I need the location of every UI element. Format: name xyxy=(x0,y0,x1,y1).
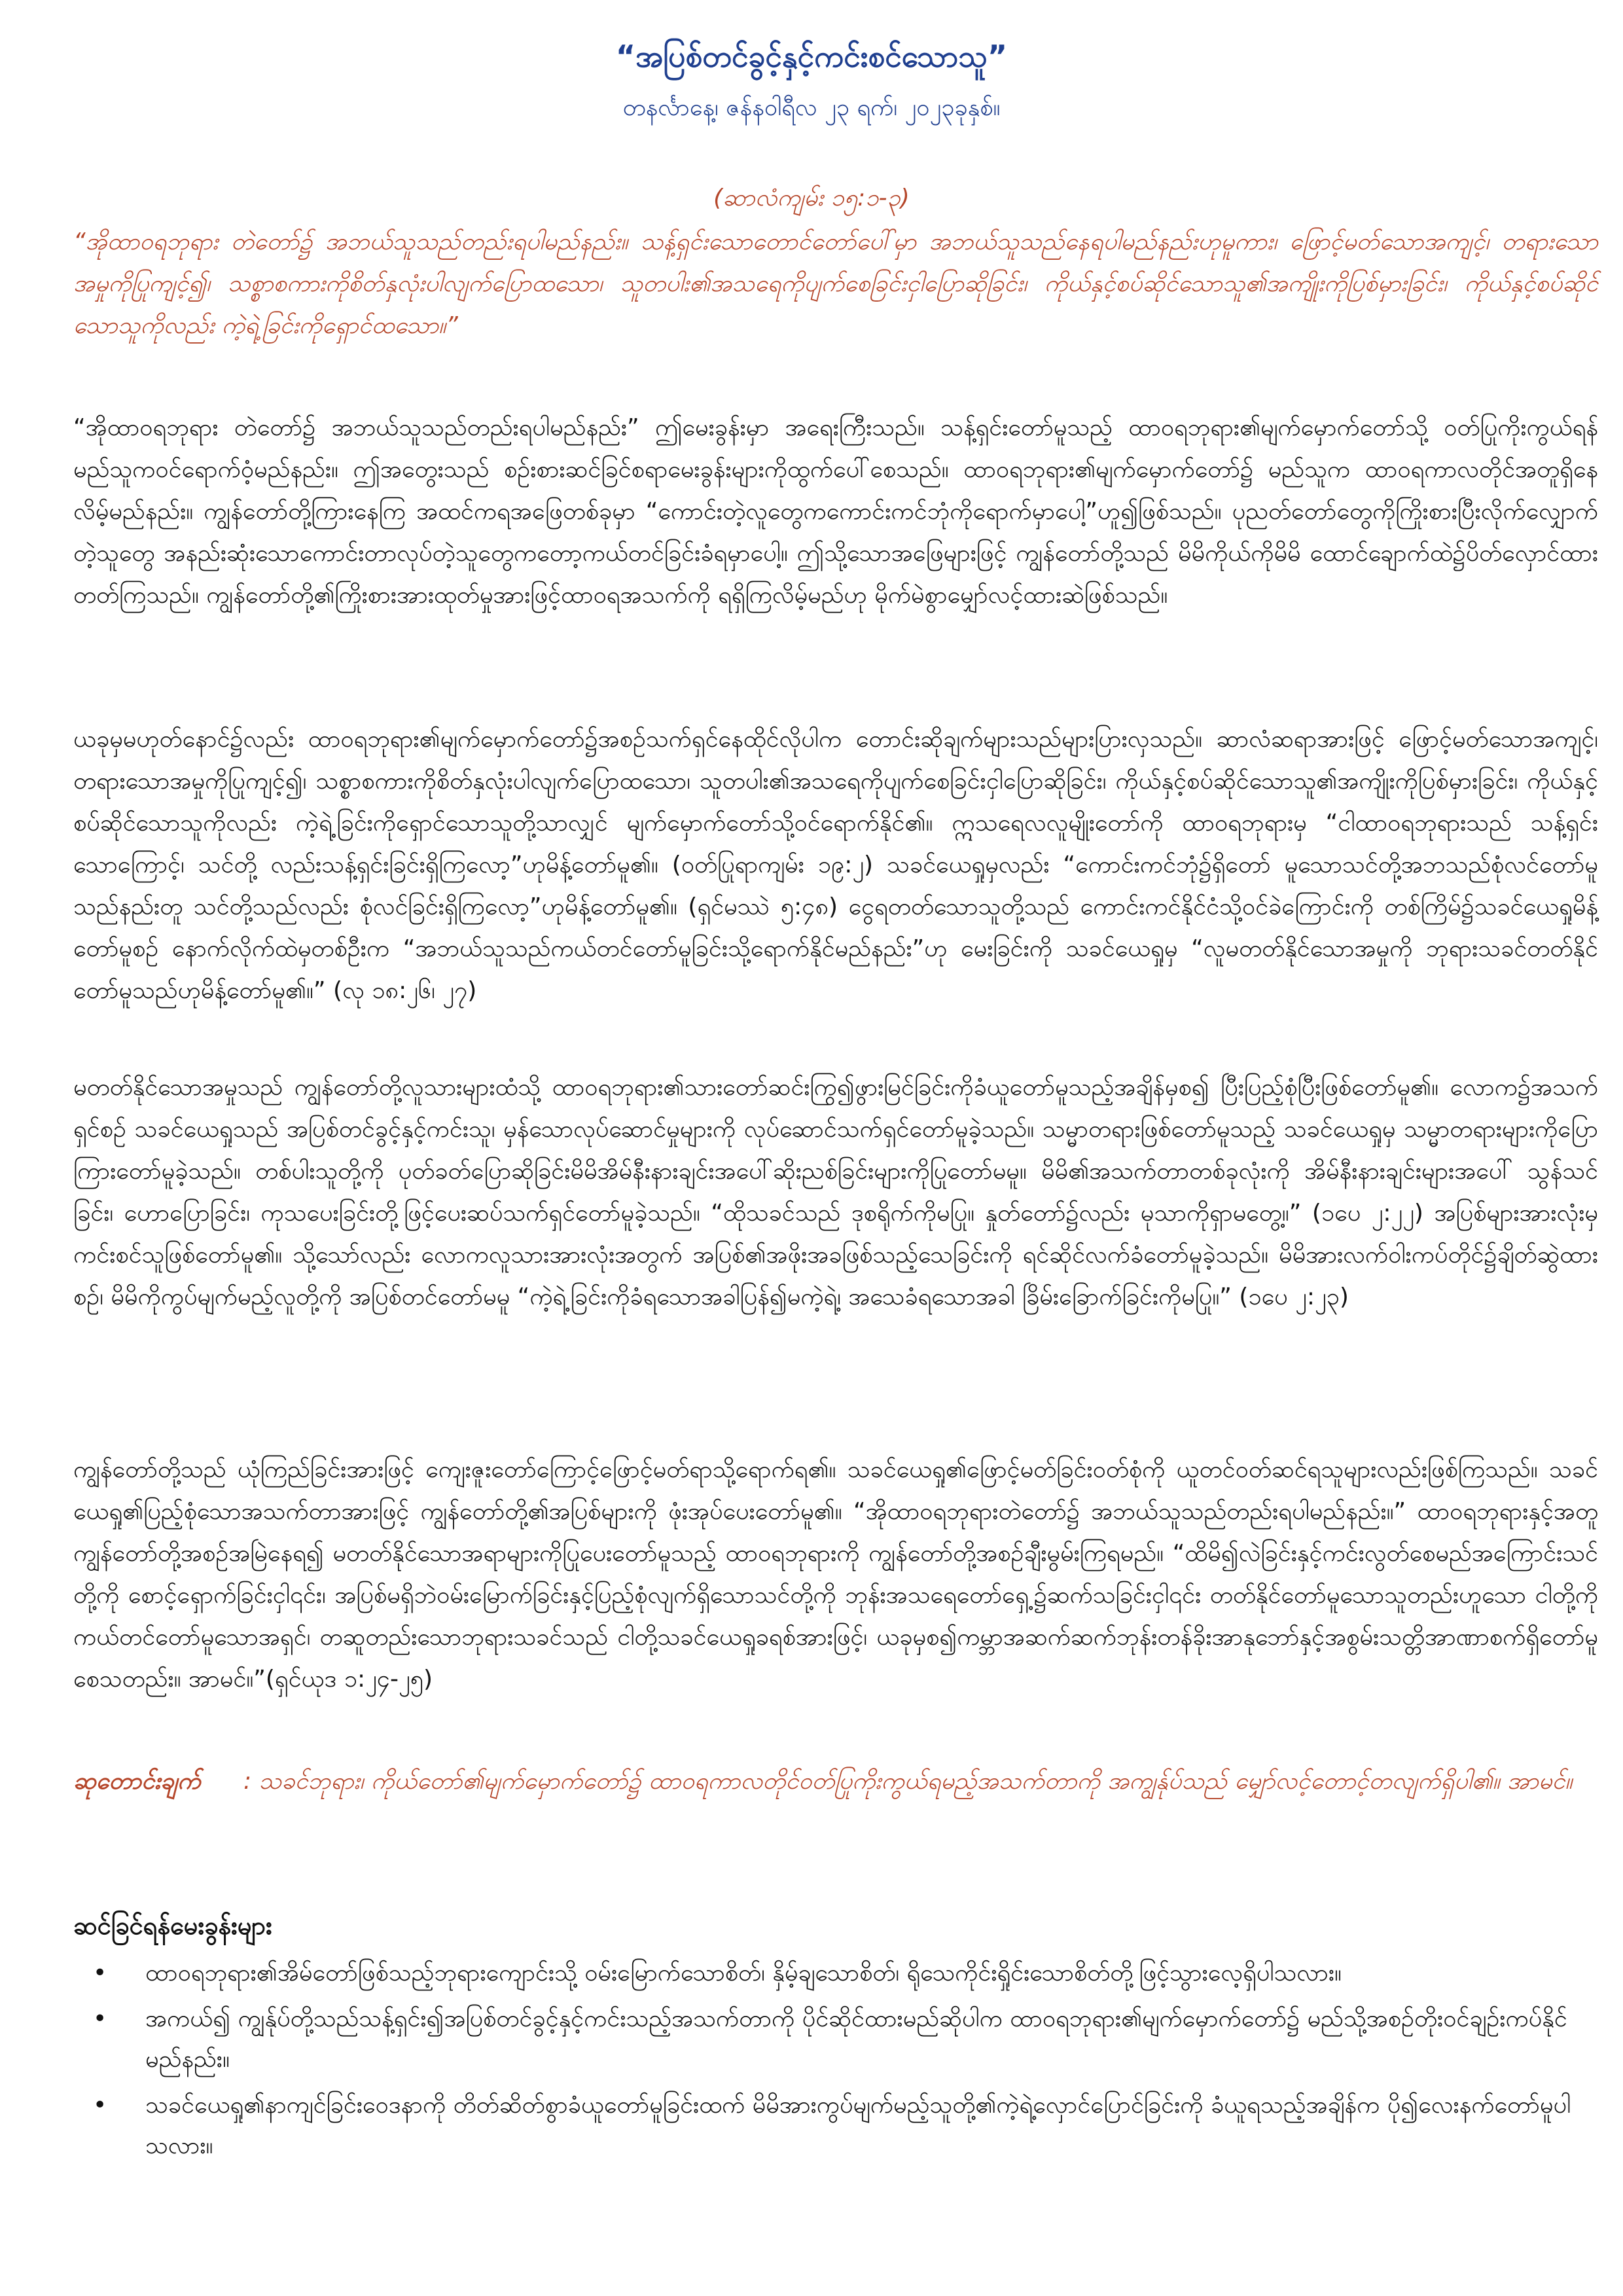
question-item xyxy=(73,1999,1598,2080)
prayer-section xyxy=(73,1761,1598,1803)
question-text: အကယ်၍ ကျွန်ုပ်တို့သည်သန့်ရှင်း၍အပြစ်တင်ခွင့်နှင့်ကင်းသည့်အသက်တာကို ပိုင်ဆိုင်ထားမည်ဆိုပါက ထာဝရဘုရား၏မျက်မှောက်တော်၌ မည်သို့အစဉ်တိုးဝင်ချဉ်းကပ်နိုင်မည်နည်း။ xyxy=(145,2005,1567,2073)
question-text: သခင်ယေရှု၏နာကျင်ခြင်းဝေဒနာကို တိတ်ဆိတ်စွာခံယူတော်မူခြင်းထက် မိမိအားကွပ်မျက်မည့်သူတို့၏ကဲ့ရဲ့လှောင်ပြောင်ခြင်းကို ခံယူရသည့်အချိန်က ပို၍လေးနက်တော်မူပါသလား။ xyxy=(145,2092,1571,2159)
body-paragraph-1: “အိုထာဝရဘုရား တဲတော်၌ အဘယ်သူသည်တည်းရပါမည်နည်း” ဤမေးခွန်းမှာ အရေးကြီးသည်။ သန့်ရှင်းတော်မူသည့် ထာဝရဘုရား၏မျက်မှောက်တော်သို့ ဝတ်ပြုကိုးကွယ်ရန် မည်သူကဝင်ရောက်ဝံ့မည်နည်း။ ဤအတွေးသည် စဉ်းစားဆင်ခြင်စရာမေးခွန်းများကိုထွက်ပေါ်စေသည်။ ထာဝရဘုရား၏မျက်မှောက်တော်၌ မည်သူက ထာဝရကာလတိုင်အတူရှိနေလိမ့်မည်နည်း။ ကျွန်တော်တို့ကြားနေကြ အထင်ကရအဖြေတစ်ခုမှာ “ကောင်းတဲ့လူတွေကကောင်းကင်ဘုံကိုရောက်မှာပေါ့”ဟူ၍ဖြစ်သည်။ ပုညတ်တော်တွေကိုကြိုးစားပြီးလိုက်လျှောက်တဲ့သူတွေ အနည်းဆုံးသောကောင်းတာလုပ်တဲ့သူတွေကတော့ကယ်တင်ခြင်းခံရမှာပေါ့။ ဤသို့သောအဖြေများဖြင့် ကျွန်တော်တို့သည် မိမိကိုယ်ကိုမိမိ ထောင်ချောက်ထဲ၌ပိတ်လှောင်ထားတတ်ကြသည်။ ကျွန်တော်တို့၏ကြိုးစားအားထုတ်မှုအားဖြင့်ထာဝရအသက်ကို ရရှိကြလိမ့်မည်ဟု မိုက်မဲစွာမျှော်လင့်ထားဆဲဖြစ်သည်။ xyxy=(73,414,1598,609)
body-paragraph-3: မတတ်နိုင်သောအမှုသည် ကျွန်တော်တို့လူသားများထံသို့ ထာဝရဘုရား၏သားတော်ဆင်းကြွ၍ဖွားမြင်ခြင်းကိုခံယူတော်မူသည့်အချိန်မှစ၍ ပြီးပြည့်စုံပြီးဖြစ်တော်မူ၏။ လောက၌အသက်ရှင်စဉ် သခင်ယေရှုသည် အပြစ်တင်ခွင့်နှင့်ကင်းသူ၊ မှန်သောလုပ်ဆောင်မှုများကို လုပ်ဆောင်သက်ရှင်တော်မူခဲ့သည်။ သမ္မာတရားဖြစ်တော်မူသည့် သခင်ယေရှုမှ သမ္မာတရားများကိုပြောကြားတော်မူခဲ့သည်။ တစ်ပါးသူတို့ကို ပုတ်ခတ်ပြောဆိုခြင်းမိမိအိမ်နီးနားချင်းအပေါ်ဆိုးညစ်ခြင်းများကိုပြုတော်မမူ။ မိမိ၏အသက်တာတစ်ခုလုံးကို အိမ်နီးနားချင်းများအပေါ် သွန်သင်ခြင်း၊ ဟောပြောခြင်း၊ ကုသပေးခြင်းတို့ဖြင့်ပေးဆပ်သက်ရှင်တော်မူခဲ့သည်။ “ထိုသခင်သည် ဒုစရိုက်ကိုမပြု။ နှုတ်တော်၌လည်း မုသာကိုရှာမတွေ့။” (၁ပေ ၂:၂၂) အပြစ်များအားလုံးမှကင်းစင်သူဖြစ်တော်မူ၏။ သို့သော်လည်း လောကလူသားအားလုံးအတွက် အပြစ်၏အဖိုးအခဖြစ်သည့်သေခြင်းကို ရင်ဆိုင်လက်ခံတော်မူခဲ့သည်။ မိမိအားလက်ဝါးကပ်တိုင်၌ချိတ်ဆွဲထားစဉ်၊ မိမိကိုကွပ်မျက်မည့်လူတို့ကို အပြစ်တင်တော်မမူ “ကဲ့ရဲ့ခြင်းကိုခံရသောအခါပြန်၍မကဲ့ရဲ့၊ အသေခံရသောအခါ ခြိမ်းခြောက်ခြင်းကိုမပြု။” (၁ပေ ၂:၂၃) xyxy=(73,1074,1598,1310)
body-paragraph-4: ကျွန်တော်တို့သည် ယုံကြည်ခြင်းအားဖြင့် ကျေးဇူးတော်ကြောင့်ဖြောင့်မတ်ရာသို့ရောက်ရ၏။ သခင်ယေရှု၏ဖြောင့်မတ်ခြင်းဝတ်စုံကို ယူတင်ဝတ်ဆင်ရသူများလည်းဖြစ်ကြသည်။ သခင်ယေရှု၏ပြည့်စုံသောအသက်တာအားဖြင့် ကျွန်တော်တို့၏အပြစ်များကို ဖုံးအုပ်ပေးတော်မူ၏။ “အိုထာဝရဘုရားတဲတော်၌ အဘယ်သူသည်တည်းရပါမည်နည်း။” ထာဝရဘုရားနှင့်အတူ ကျွန်တော်တို့အစဉ်အမြဲနေရ၍ မတတ်နိုင်သောအရာများကိုပြုပေးတော်မူသည့် ထာဝရဘုရားကို ကျွန်တော်တို့အစဉ်ချီးမွမ်းကြရမည်။ “ထိမိ၍လဲခြင်းနှင့်ကင်းလွတ်စေမည်အကြောင်းသင်တို့ကို စောင့်ရှောက်ခြင်းငှါ၎င်း၊ အပြစ်မရှိဘဲဝမ်းမြောက်ခြင်းနှင့်ပြည့်စုံလျက်ရှိသောသင်တို့ကို ဘုန်းအသရေတော်ရှေ့၌ဆက်သခြင်းငှါ၎င်း တတ်နိုင်တော်မူသောသူတည်းဟူသော ငါတို့ကိုကယ်တင်တော်မူသောအရှင်၊ တဆူတည်းသောဘုရားသခင်သည် ငါတို့သခင်ယေရှုခရစ်အားဖြင့်၊ ယခုမှစ၍ကမ္ဘာအဆက်ဆက်ဘုန်းတန်ခိုးအာနုဘော်နှင့်အစွမ်းသတ္တိအာဏာစက်ရှိတော်မူစေသတည်း။ အာမင်။”(ရှင်ယုဒ ၁:၂၄-၂၅) xyxy=(73,1456,1598,1693)
bullet-icon: • xyxy=(93,1960,107,1986)
scripture-quote: “အိုထာဝရဘုရား တဲတော်၌ အဘယ်သူသည်တည်းရပါမည်နည်း။ သန့်ရှင်းသောတောင်တော်ပေါ်မှာ အဘယ်သူသည်နေရပါမည်နည်းဟုမူကား၊ ဖြောင့်မတ်သောအကျင့်၊ တရားသောအမှုကိုပြုကျင့်၍၊ သစ္စာစကားကိုစိတ်နှလုံးပါလျက်ပြောထသော၊ သူတပါး၏အသရေကိုပျက်စေခြင်းငှါပြောဆိုခြင်း၊ ကိုယ်နှင့်စပ်ဆိုင်သောသူ၏အကျိုးကိုပြစ်မှားခြင်း၊ ကိုယ်နှင့်စပ်ဆိုင်သောသူကိုလည်း ကဲ့ရဲ့ခြင်းကိုရှောင်ထသော။” xyxy=(73,228,1598,339)
bullet-icon: • xyxy=(93,2005,107,2032)
questions-heading: ဆင်ခြင်ရန်မေးခွန်းများ xyxy=(73,1911,272,1940)
prayer-label: ဆုတောင်းချက် xyxy=(73,1768,201,1795)
prayer-text: : သခင်ဘုရား၊ ကိုယ်တော်၏မျက်မှောက်တော်၌ ထာဝရကာလတိုင်ဝတ်ပြုကိုးကွယ်ရမည့်အသက်တာကို အကျွန်ုပ်သည် မျှော်လင့်တောင့်တလျက်ရှိပါ၏။ အာမင်။ xyxy=(243,1768,1573,1795)
page-title: “အပြစ်တင်ခွင့်နှင့်ကင်းစင်သောသူ” xyxy=(615,39,1008,74)
question-item xyxy=(73,1953,1598,1994)
question-item xyxy=(73,2085,1598,2166)
question-text: ထာဝရဘုရား၏အိမ်တော်ဖြစ်သည့်ဘုရားကျောင်းသို့ ဝမ်းမြောက်သောစိတ်၊ နှိမ့်ချသောစိတ်၊ ရိုသေကိုင်းရှိုင်းသောစိတ်တို့ဖြင့်သွားလေ့ရှိပါသလား။ xyxy=(145,1960,1342,1986)
questions-list xyxy=(73,1953,1598,2172)
body-paragraph-2: ယခုမှမဟုတ်နောင်၌လည်း ထာဝရဘုရား၏မျက်မှောက်တော်၌အစဉ်သက်ရှင်နေထိုင်လိုပါက တောင်းဆိုချက်များသည်များပြားလှသည်။ ဆာလံဆရာအားဖြင့် ဖြောင့်မတ်သောအကျင့်၊ တရားသောအမှုကိုပြုကျင့်၍၊ သစ္စာစကားကိုစိတ်နှလုံးပါလျက်ပြောထသော၊ သူတပါး၏အသရေကိုပျက်စေခြင်းငှါပြောဆိုခြင်း၊ ကိုယ်နှင့်စပ်ဆိုင်သောသူ၏အကျိုးကိုပြစ်မှားခြင်း၊ ကိုယ်နှင့်စပ်ဆိုင်သောသူကိုလည်း ကဲ့ရဲ့ခြင်းကိုရှောင်သောသူတို့သာလျှင် မျက်မှောက်တော်သို့ဝင်ရောက်နိုင်၏။ ဣသရေလလူမျိုးတော်ကို ထာဝရဘုရားမှ “ငါထာဝရဘုရားသည် သန့်ရှင်းသောကြောင့်၊ သင်တို့ လည်းသန့်ရှင်းခြင်းရှိကြလော့”ဟုမိန့်တော်မူ၏။ (ဝတ်ပြုရာကျမ်း ၁၉:၂) သခင်ယေရှုမှလည်း “ကောင်းကင်ဘုံ၌ရှိတော် မူသောသင်တို့အဘသည်စုံလင်တော်မူသည်နည်းတူ သင်တို့သည်လည်း စုံလင်ခြင်းရှိကြလော့”ဟုမိန့်တော်မူ၏။ (ရှင်မဿဲ ၅:၄၈) ငွေရတတ်သောသူတို့သည် ကောင်းကင်နိုင်ငံသို့ဝင်ခဲကြောင်းကို တစ်ကြိမ်၌သခင်ယေရှုမိန့်တော်မူစဉ် နောက်လိုက်ထဲမှတစ်ဦးက “အဘယ်သူသည်ကယ်တင်တော်မူခြင်းသို့ရောက်နိုင်မည်နည်း”ဟု မေးခြင်းကို သခင်ယေရှုမှ “လူမတတ်နိုင်သောအမှုကို ဘုရားသခင်တတ်နိုင်တော်မူသည်ဟုမိန့်တော်မူ၏။” (လု ၁၈:၂၆၊ ၂၇) xyxy=(73,726,1598,1004)
bullet-icon: • xyxy=(93,2092,107,2119)
scripture-reference: (ဆာလံကျမ်း ၁၅:၁-၃) xyxy=(713,185,910,211)
page-date: တနင်္လာနေ့၊ ဇန်နဝါရီလ ၂၃ ရက်၊ ၂၀၂၃ခုနှစ်။ xyxy=(622,94,1001,121)
